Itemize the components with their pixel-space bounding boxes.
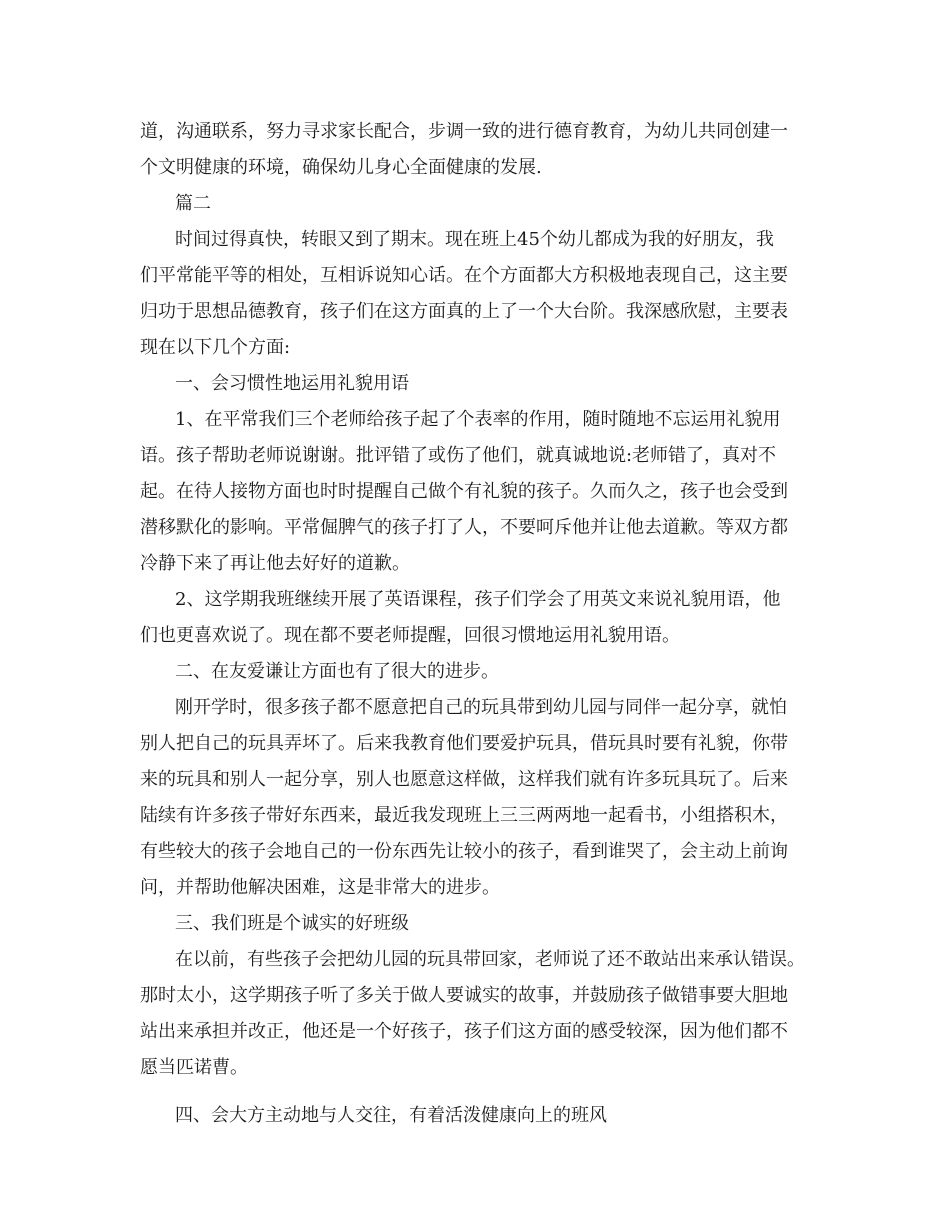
section-heading: 篇二 xyxy=(175,193,211,214)
text-line: 1、在平常我们三个老师给孩子起了个表率的作用，随时随地不忘运用礼貌用 xyxy=(175,409,781,430)
text-line: 起。在待人接物方面也时时提醒自己做个有礼貌的孩子。久而久之，孩子也会受到 xyxy=(140,481,788,502)
text-line: 陆续有许多孩子带好东西来，最近我发现班上三三两两地一起看书，小组搭积木， xyxy=(140,805,788,826)
text-line: 冷静下来了再让他去好好的道歉。 xyxy=(140,553,410,574)
text-line: 时间过得真快，转眼又到了期末。现在班上45个幼儿都成为我的好朋友，我 xyxy=(175,229,774,250)
text-line: 个文明健康的环境，确保幼儿身心全面健康的发展. xyxy=(140,157,542,178)
text-line: 语。孩子帮助老师说谢谢。批评错了或伤了他们，就真诚地说:老师错了，真对不 xyxy=(140,445,777,466)
subheading: 一、会习惯性地运用礼貌用语 xyxy=(175,373,409,394)
text-line: 别人把自己的玩具弄坏了。后来我教育他们要爱护玩具，借玩具时要有礼貌，你带 xyxy=(140,733,788,754)
text-line: 刚开学时，很多孩子都不愿意把自己的玩具带到幼儿园与同伴一起分享，就怕 xyxy=(175,697,787,718)
text-line: 那时太小，这学期孩子听了多关于做人要诚实的故事，并鼓励孩子做错事要大胆地 xyxy=(140,985,788,1006)
text-line: 站出来承担并改正，他还是一个好孩子，孩子们这方面的感受较深，因为他们都不 xyxy=(140,1021,788,1042)
subheading: 二、在友爱谦让方面也有了很大的进步。 xyxy=(175,661,499,682)
text-line: 现在以下几个方面: xyxy=(140,337,291,358)
subheading: 四、会大方主动地与人交往，有着活泼健康向上的班风 xyxy=(175,1105,607,1126)
text-line: 2、这学期我班继续开展了英语课程，孩子们学会了用英文来说礼貌用语，他 xyxy=(175,589,781,610)
text-line: 们也更喜欢说了。现在都不要老师提醒，回很习惯地运用礼貌用语。 xyxy=(140,625,680,646)
text-line: 来的玩具和别人一起分享，别人也愿意这样做，这样我们就有许多玩具玩了。后来 xyxy=(140,769,788,790)
text-line: 问，并帮助他解决困难，这是非常大的进步。 xyxy=(140,877,500,898)
subheading: 三、我们班是个诚实的好班级 xyxy=(175,913,409,934)
text-line: 潜移默化的影响。平常倔脾气的孩子打了人，不要呵斥他并让他去道歉。等双方都 xyxy=(140,517,788,538)
text-line: 在以前，有些孩子会把幼儿园的玩具带回家，老师说了还不敢站出来承认错误。 xyxy=(175,949,805,970)
text-line: 愿当匹诺曹。 xyxy=(140,1057,248,1078)
text-line: 道，沟通联系，努力寻求家长配合，步调一致的进行德育教育，为幼儿共同创建一 xyxy=(140,121,788,142)
text-line: 有些较大的孩子会地自己的一份东西先让较小的孩子，看到谁哭了，会主动上前询 xyxy=(140,841,788,862)
text-line: 归功于思想品德教育，孩子们在这方面真的上了一个大台阶。我深感欣慰，主要表 xyxy=(140,301,788,322)
text-line: 们平常能平等的相处，互相诉说知心话。在个方面都大方积极地表现自己，这主要 xyxy=(140,265,788,286)
